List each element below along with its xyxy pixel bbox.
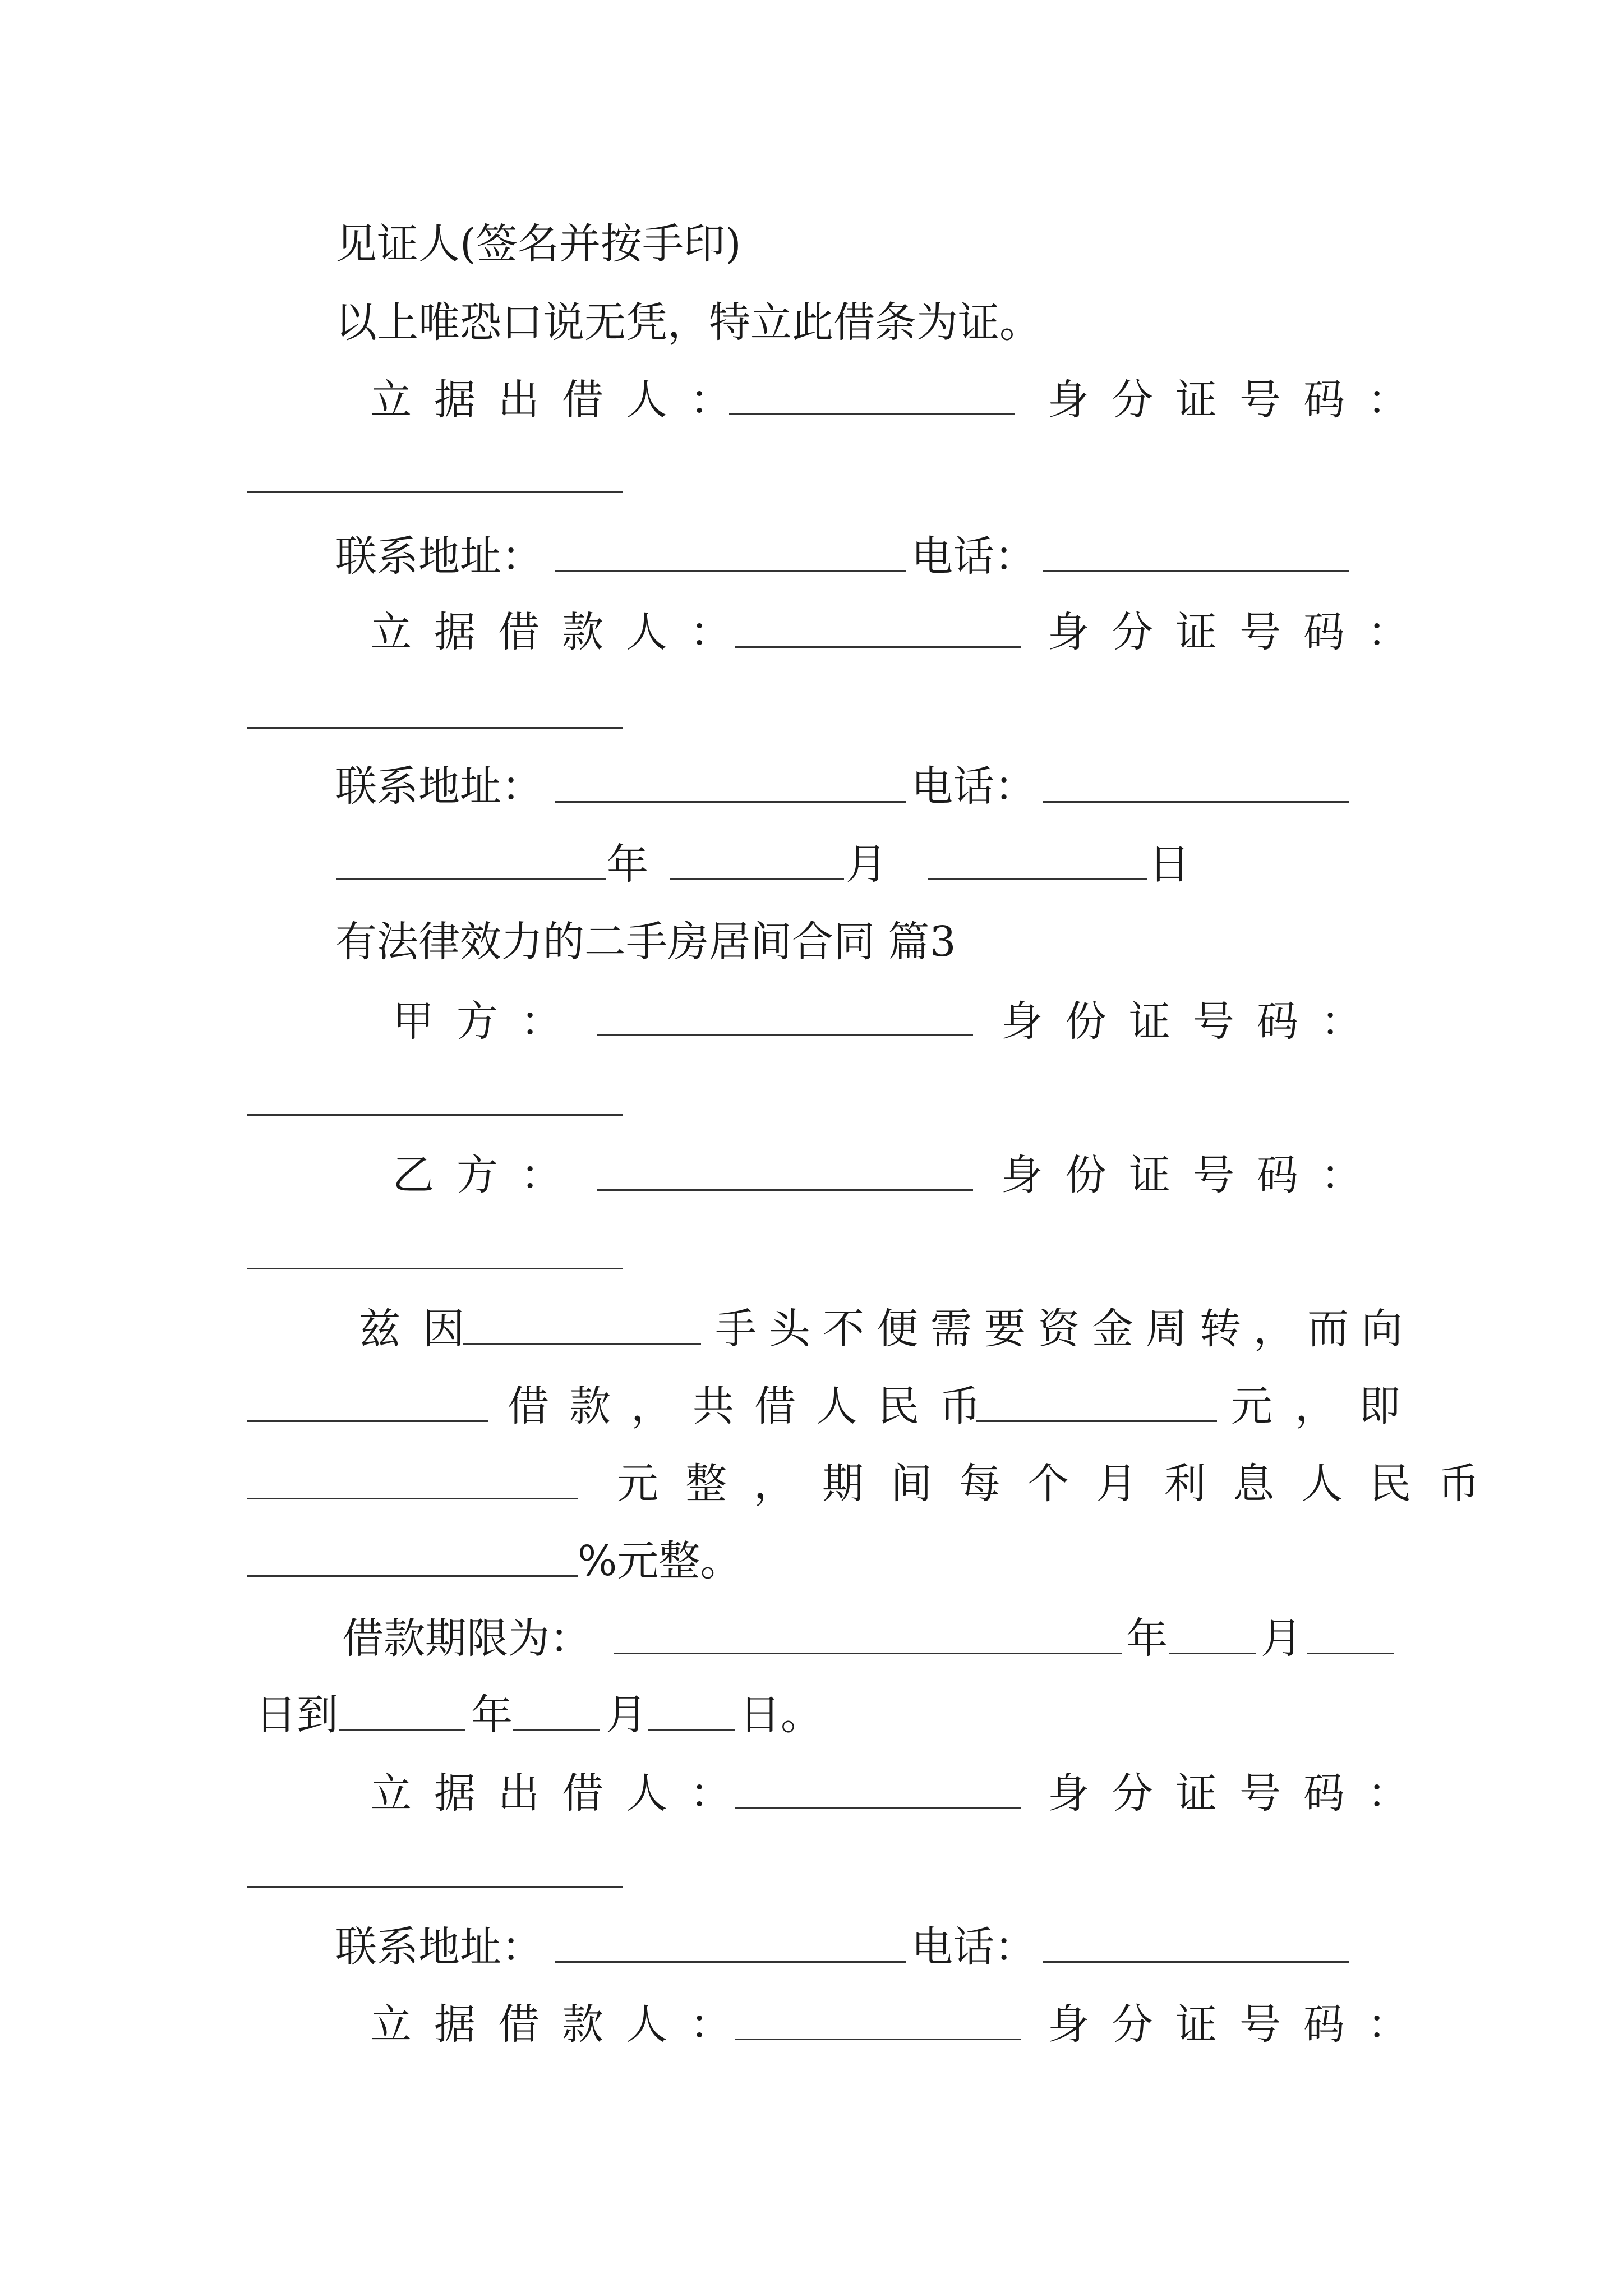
end-year-blank[interactable] (339, 1729, 465, 1731)
lender-name-blank[interactable] (735, 1807, 1021, 1809)
phone-blank[interactable] (1043, 1961, 1349, 1963)
end-day-blank[interactable] (648, 1729, 735, 1731)
interest-text: 元整，期间每个月利息人民币 (617, 1460, 1506, 1508)
amount-blank[interactable] (976, 1420, 1217, 1422)
id-label: 身分证号码： (1048, 2000, 1431, 2049)
lender-label: 立据出借人： (370, 376, 754, 424)
phone-label: 电话： (911, 532, 1036, 581)
phone-label: 电话： (911, 762, 1036, 811)
month-label: 月 (606, 1691, 647, 1739)
borrower-name-blank[interactable] (735, 2039, 1021, 2040)
month-label: 月 (846, 840, 887, 889)
borrower-label: 立据借款人： (370, 608, 754, 656)
party-b-id-blank[interactable] (247, 1268, 623, 1269)
percent-yuan: %元整。 (578, 1537, 742, 1585)
address-blank[interactable] (555, 570, 906, 572)
party-b-label: 乙方： (393, 1151, 584, 1199)
reason-suffix: 手头不便需要资金周转，而向 (715, 1305, 1415, 1353)
day-blank[interactable] (928, 878, 1147, 880)
party-a-id-blank[interactable] (247, 1114, 623, 1116)
address-blank[interactable] (555, 801, 906, 803)
section-title: 有法律效力的二手房居间合同 篇3 (335, 918, 956, 966)
borrower-label: 立据借款人： (370, 2000, 754, 2049)
term-month-blank[interactable] (1169, 1653, 1256, 1654)
address-label: 联系地址： (335, 532, 543, 581)
amount-words-blank[interactable] (247, 1498, 578, 1499)
end-month-blank[interactable] (513, 1729, 600, 1731)
id-label: 身份证号码： (1001, 1151, 1385, 1199)
id-label: 身分证号码： (1048, 1769, 1431, 1818)
lender-id-blank[interactable] (247, 491, 623, 493)
day-end: 日。 (739, 1691, 822, 1739)
reason-prefix: 兹因 (359, 1305, 487, 1353)
phone-blank[interactable] (1043, 570, 1349, 572)
closing-line: 以上唯恐口说无凭，特立此借条为证。 (335, 298, 1041, 347)
month-blank[interactable] (670, 878, 844, 880)
party-b-blank[interactable] (597, 1189, 973, 1191)
day-to: 日到 (255, 1691, 338, 1739)
id-label: 身分证号码： (1048, 376, 1431, 424)
year-label: 年 (1126, 1614, 1168, 1663)
term-year-blank[interactable] (614, 1653, 1122, 1654)
term-day-blank[interactable] (1307, 1653, 1394, 1654)
lender-label: 立据出借人： (370, 1769, 754, 1818)
interest-blank[interactable] (247, 1575, 578, 1577)
loan-text: 借款，共借人民币 (508, 1382, 1001, 1430)
lender-id-blank[interactable] (247, 1886, 623, 1888)
party-a-label: 甲方： (393, 997, 584, 1046)
year-label: 年 (471, 1691, 513, 1739)
borrower-name-blank[interactable] (735, 646, 1021, 648)
term-label: 借款期限为： (342, 1614, 591, 1663)
lender-name-blank[interactable] (729, 413, 1015, 415)
phone-label: 电话： (911, 1923, 1036, 1971)
id-label: 身份证号码： (1001, 997, 1385, 1046)
borrower-id-blank[interactable] (247, 727, 623, 729)
address-blank[interactable] (555, 1961, 906, 1963)
reason-blank[interactable] (463, 1343, 701, 1345)
id-label: 身分证号码： (1048, 608, 1431, 656)
month-label: 月 (1261, 1614, 1302, 1663)
phone-blank[interactable] (1043, 801, 1349, 803)
yuan-ji: 元，即 (1231, 1382, 1423, 1430)
day-label: 日 (1149, 840, 1190, 889)
address-label: 联系地址： (335, 1923, 543, 1971)
lender-name-blank[interactable] (247, 1420, 488, 1422)
party-a-blank[interactable] (597, 1034, 973, 1036)
year-blank[interactable] (336, 878, 606, 880)
witness-line: 见证人(签名并按手印) (335, 220, 741, 268)
year-label: 年 (607, 840, 648, 889)
address-label: 联系地址： (335, 762, 543, 811)
